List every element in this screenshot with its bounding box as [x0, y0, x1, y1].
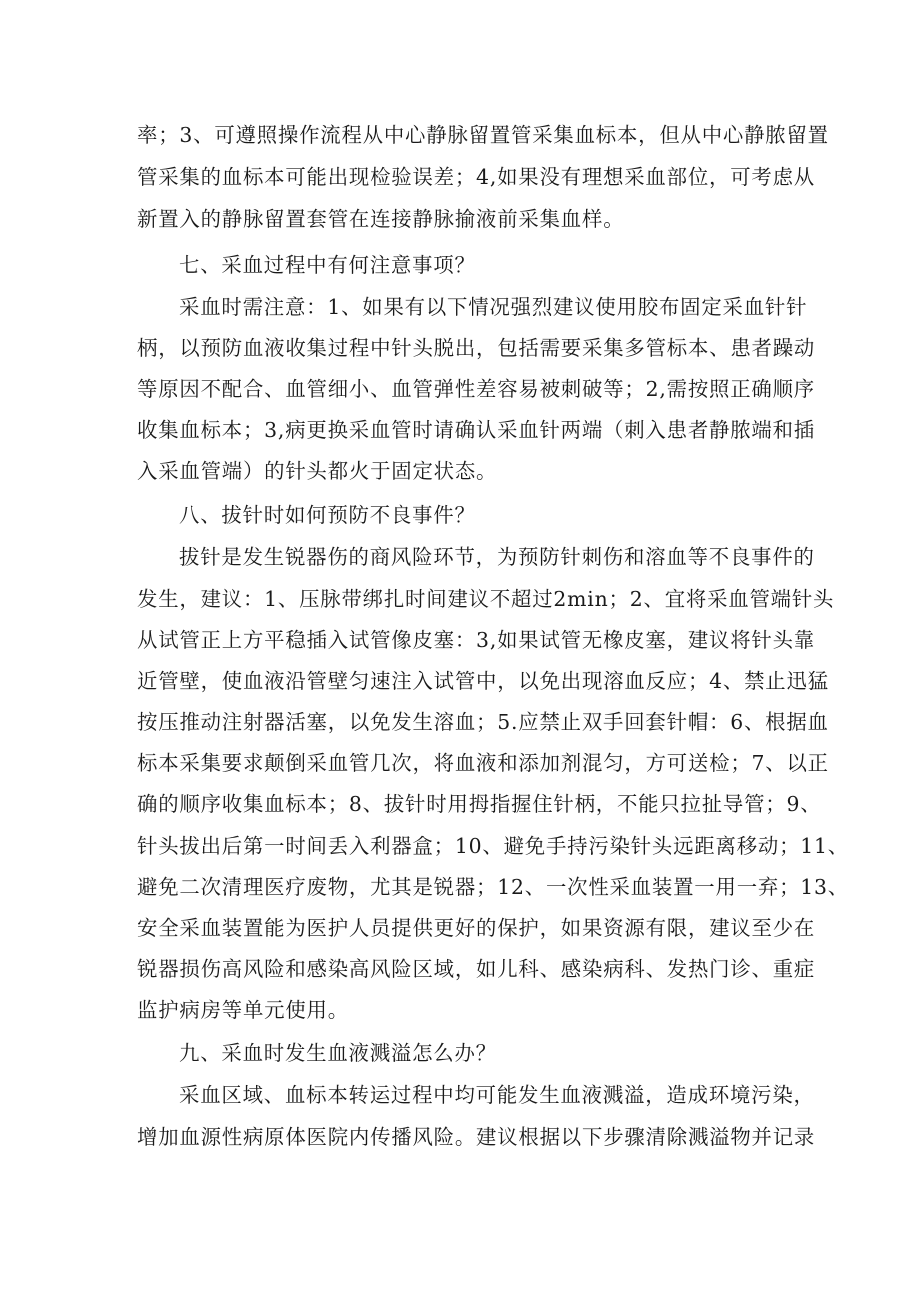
text-line: 柄，以预防血液收集过程中针头脱出，包括需要采集多管标本、患者躁动	[137, 336, 816, 360]
text-line: 锐器损伤高风险和感染高风险区域，如儿科、感染病科、发热门诊、重症	[137, 957, 816, 981]
text-line: 按压推动注射器活塞，以免发生溶血；5.应禁止双手回套针帽：6、根据血	[137, 710, 829, 734]
section-heading: 八、拔针时如何预防不良事件？	[179, 503, 476, 527]
text-line: 率；3、可遵照操作流程从中心静脉留置管采集血标本，但从中心静脓留置	[137, 123, 829, 147]
text-line: 入采血管端）的针头都火于固定状态。	[137, 459, 498, 483]
text-line: 发生，建议：1、压脉带绑扎时间建议不超过2min；2、宜将采血管端针头	[137, 587, 835, 611]
text-line: 安全采血装置能为医护人员提供更好的保护，如果资源有限，建议至少在	[137, 916, 816, 940]
text-line: 新置入的静脉留置套管在连接静脉揄液前采集血样。	[137, 207, 625, 231]
text-line: 标本采集要求颠倒采血管几次，将血液和添加剂混匀，方可送检；7、以正	[137, 751, 829, 775]
text-line: 等原因不配合、血管细小、血管弹性差容易被刺破等；2,需按照正确顺序	[137, 377, 815, 401]
paragraph-first-line: 采血时需注意：1、如果有以下情况强烈建议使用胶布固定采血针针	[179, 295, 808, 319]
section-heading: 九、采血时发生血液溅溢怎么办？	[179, 1041, 497, 1065]
paragraph-first-line: 拔针是发生锐器伤的商风险环节，为预防针刺伤和溶血等不良事件的	[179, 545, 815, 569]
text-line: 针头拔出后第一时间丢入利器盒；10、避免手持污染针头远距离移动；11、	[137, 834, 849, 858]
text-line: 增加血源性病原体医院内传播风险。建议根据以下步骤清除溅溢物并记录	[137, 1125, 816, 1149]
text-line: 从试管正上方平稳插入试管像皮塞：3,如果试管无橡皮塞，建议将针头靠	[137, 628, 815, 652]
text-line: 确的顺序收集血标本；8、拔针时用拇指握住针柄，不能只拉扯导管；9、	[137, 792, 822, 816]
text-line: 监护病房等单元使用。	[137, 998, 349, 1022]
section-heading: 七、采血过程中有何注意事项？	[179, 253, 476, 277]
text-line: 收集血标本；3,病更换采血管时请确认采血针两端（刺入患者静脓端和插	[137, 418, 815, 442]
text-line: 近管壁，使血液沿管壁匀速注入试管中，以免出现溶血反应；4、禁止迅猛	[137, 669, 829, 693]
paragraph-first-line: 采血区域、血标本转运过程中均可能发生血液溅溢，造成环境污染，	[179, 1083, 815, 1107]
text-line: 管采集的血标本可能出现检验误差；4,如果没有理想采血部位，可考虑从	[137, 165, 815, 189]
text-line: 避免二次清理医疗废物，尤其是锐器；12、一次性采血装置一用一弃；13、	[137, 875, 849, 899]
